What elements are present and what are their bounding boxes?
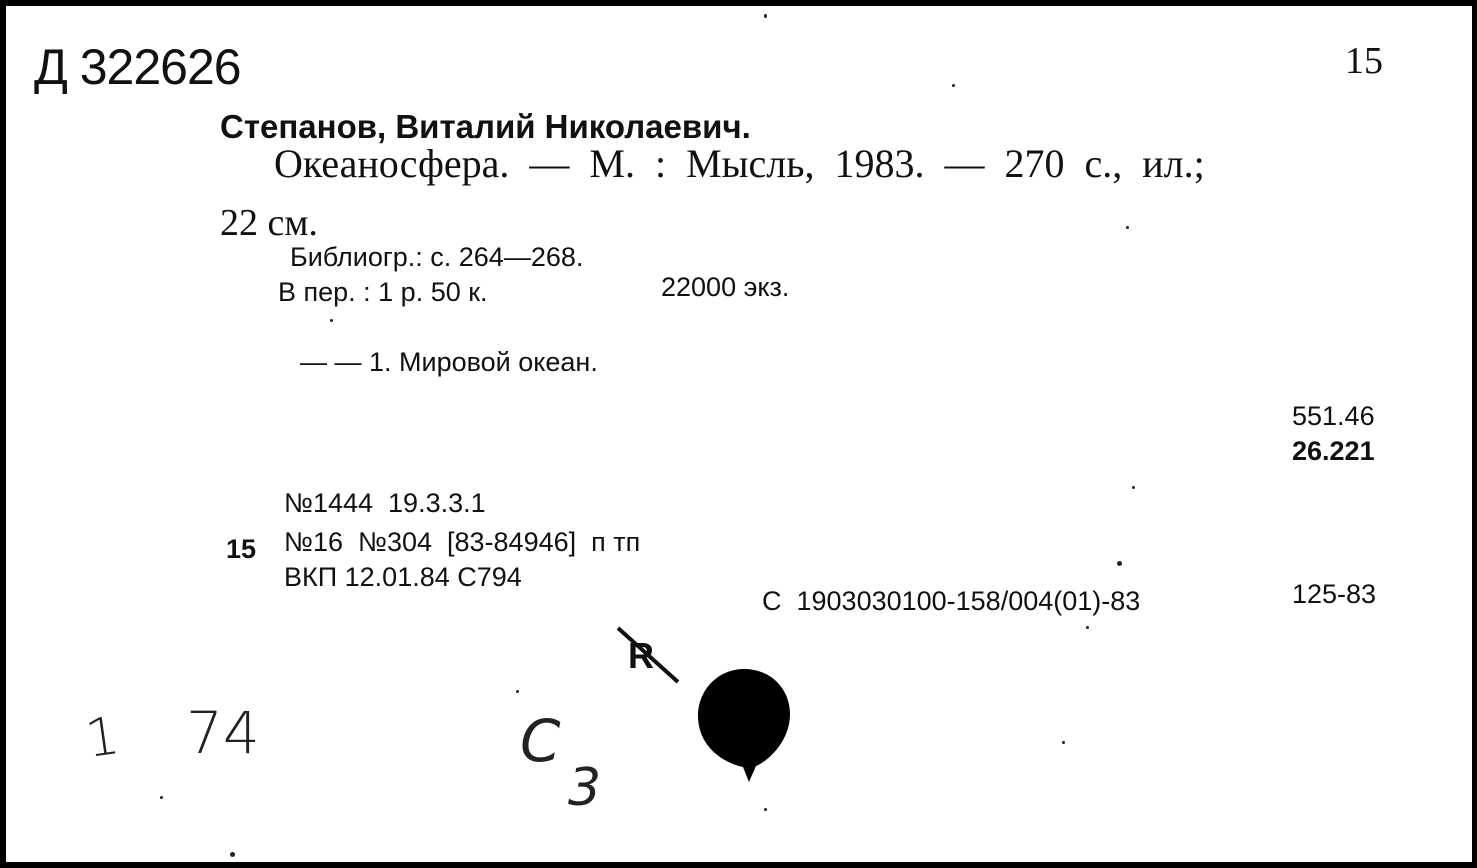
handwritten-number-right: 74 [186, 699, 260, 767]
handwritten-letter: С [520, 707, 561, 775]
speck [160, 796, 163, 799]
author-heading: Степанов, Виталий Николаевич. [220, 108, 751, 145]
speck [230, 852, 235, 857]
record-line-1: №1444 19.3.3.1 [284, 488, 486, 518]
catalog-code-2: 125-83 [1292, 579, 1377, 609]
speck [1086, 626, 1089, 629]
speck [1132, 486, 1135, 489]
price-note: В пер. : 1 р. 50 к. [278, 277, 488, 307]
speck [764, 808, 767, 811]
record-line-2: №16 №304 [83-84946] п тп [284, 527, 641, 557]
corner-number: 15 [1345, 40, 1383, 82]
catalog-card [6, 6, 1472, 862]
speck [516, 690, 519, 693]
speck [952, 84, 955, 87]
ink-blot-icon [694, 666, 794, 786]
speck [1126, 226, 1129, 229]
bibliography-note: Библиогр.: с. 264—268. [290, 242, 584, 272]
physical-description: 22 см. [220, 202, 318, 244]
udc-index: 551.46 [1292, 401, 1375, 431]
stamp-mark: Я [628, 635, 654, 676]
catalog-code: С 1903030100-158/004(01)-83 [762, 586, 1141, 616]
bbk-index: 26.221 [1292, 436, 1375, 466]
speck [1117, 561, 1122, 566]
copies-note: 22000 экз. [661, 272, 790, 302]
call-number: Д 322626 [34, 39, 241, 95]
handwritten-number-left: 1 [81, 705, 124, 771]
stamp-strike-icon [614, 622, 684, 692]
speck [764, 14, 767, 18]
record-line-2-prefix: 15 [226, 534, 257, 564]
handwritten-subscript: 3 [568, 758, 602, 818]
record-line-3: ВКП 12.01.84 С794 [284, 562, 522, 592]
speck [1062, 741, 1065, 744]
title-statement: Океаносфера. — М. : Мысль, 1983. — 270 с., ил.; [274, 141, 1205, 186]
speck [330, 319, 333, 322]
subject-heading: — — 1. Мировой океан. [300, 347, 598, 377]
